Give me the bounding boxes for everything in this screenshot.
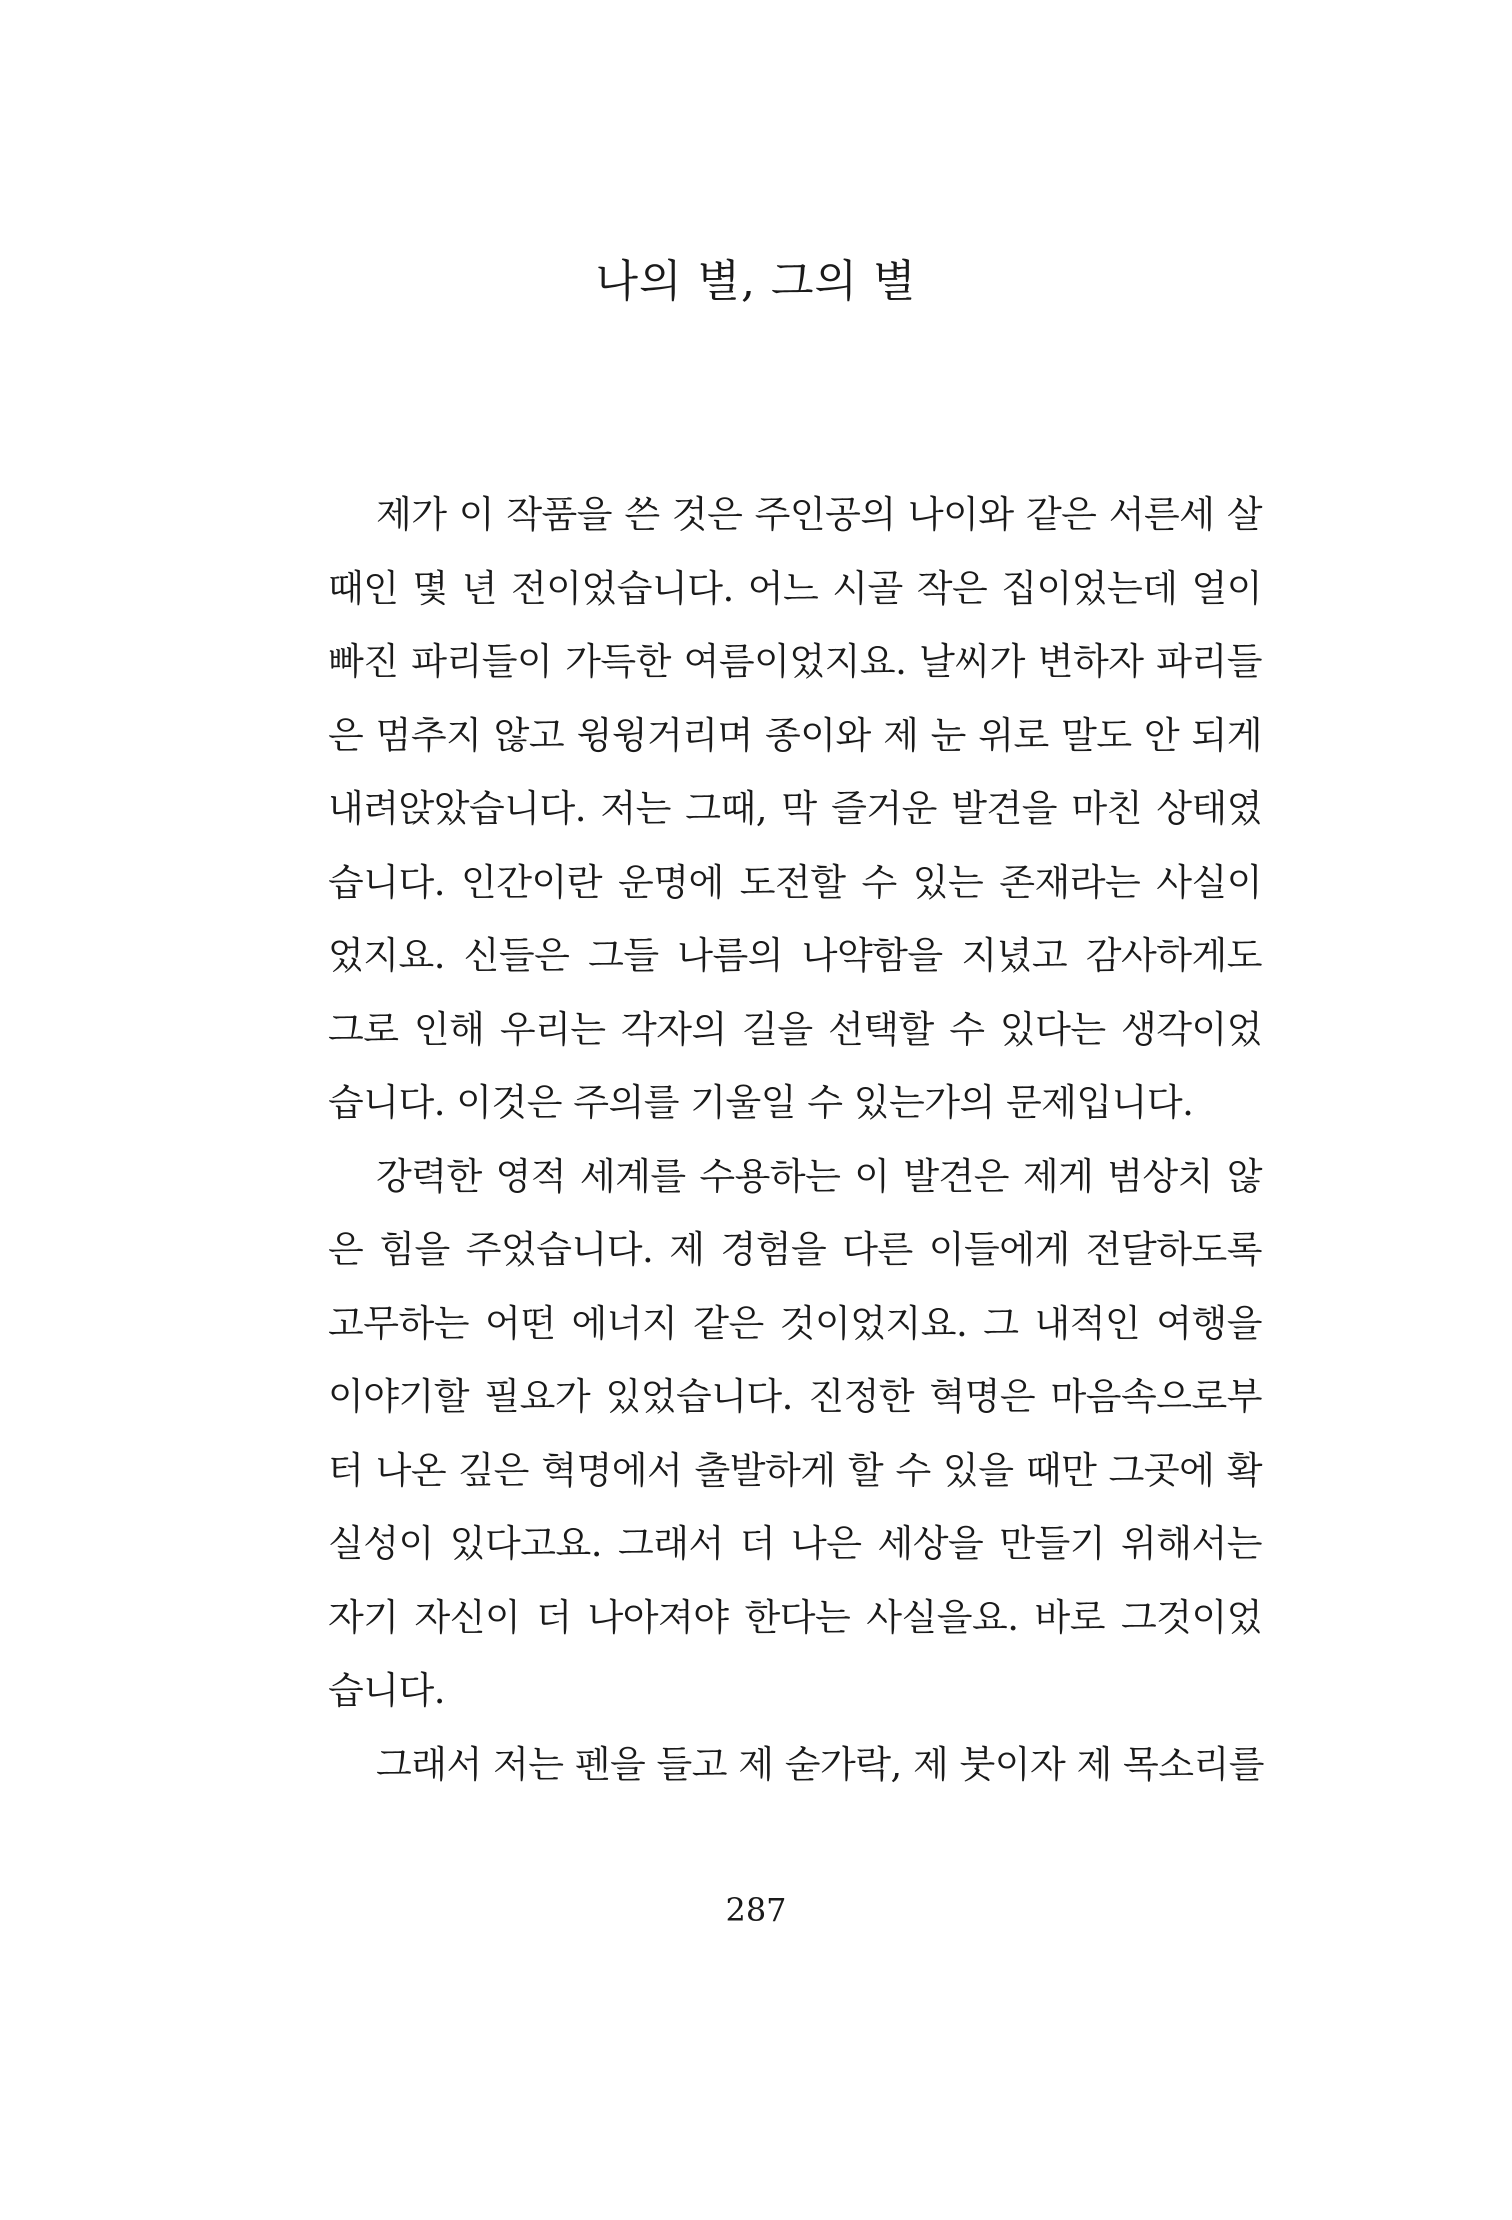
text-line: 강력한 영적 세계를 수용하는 이 발견은 제게 범상치 않 <box>376 1154 1262 1198</box>
text-line: 은 힘을 주었습니다. 제 경험을 다른 이들에게 전달하도록 <box>328 1228 1262 1271</box>
text-line: 습니다. 인간이란 운명에 도전할 수 있는 존재라는 사실이 <box>328 860 1262 904</box>
text-line: 었지요. 신들은 그들 나름의 나약함을 지녔고 감사하게도 <box>328 934 1262 977</box>
text-line: 습니다. <box>328 1669 445 1712</box>
text-line: 빠진 파리들이 가득한 여름이었지요. 날씨가 변하자 파리들 <box>328 640 1262 683</box>
body-text <box>328 478 1262 1801</box>
text-line: 내려앉았습니다. 저는 그때, 막 즐거운 발견을 마친 상태였 <box>328 787 1262 830</box>
text-line: 그래서 저는 펜을 들고 제 숟가락, 제 붓이자 제 목소리를 <box>376 1742 1264 1786</box>
text-line: 그로 인해 우리는 각자의 길을 선택할 수 있다는 생각이었 <box>328 1007 1262 1051</box>
text-line: 은 멈추지 않고 윙윙거리며 종이와 제 눈 위로 말도 안 되게 <box>328 713 1262 757</box>
text-line: 이야기할 필요가 있었습니다. 진정한 혁명은 마음속으로부 <box>328 1375 1262 1418</box>
text-line: 때인 몇 년 전이었습니다. 어느 시골 작은 집이었는데 얼이 <box>328 566 1262 610</box>
text-line: 실성이 있다고요. 그래서 더 나은 세상을 만들기 위해서는 <box>328 1522 1262 1565</box>
text-line: 터 나온 깊은 혁명에서 출발하게 할 수 있을 때만 그곳에 확 <box>328 1448 1262 1492</box>
text-line: 제가 이 작품을 쓴 것은 주인공의 나이와 같은 서른세 살 <box>376 493 1262 536</box>
text-line: 고무하는 어떤 에너지 같은 것이었지요. 그 내적인 여행을 <box>328 1301 1262 1345</box>
text-line: 습니다. 이것은 주의를 기울일 수 있는가의 문제입니다. <box>328 1081 1194 1124</box>
text-line: 자기 자신이 더 나아져야 한다는 사실을요. 바로 그것이었 <box>328 1595 1262 1639</box>
page-number: 287 <box>725 1891 787 1929</box>
chapter-title: 나의 별, 그의 별 <box>595 256 917 307</box>
